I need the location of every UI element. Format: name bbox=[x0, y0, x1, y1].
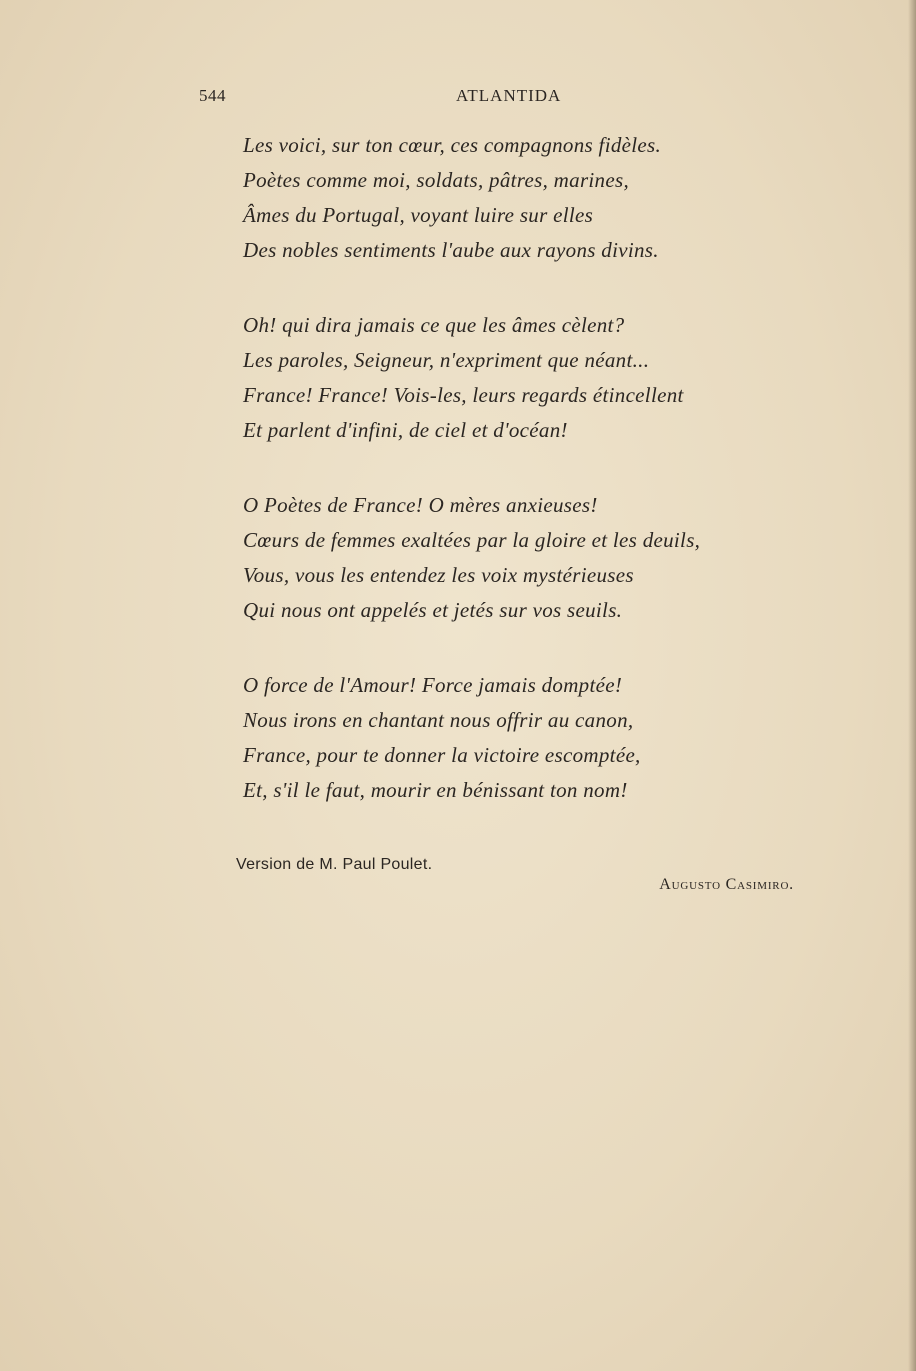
verse-line: Nous irons en chantant nous offrir au canon, bbox=[243, 708, 634, 732]
verse-line: Et, s'il le faut, mourir en bénissant ton nom! bbox=[243, 778, 628, 802]
poem bbox=[243, 128, 863, 848]
verse-line: Oh! qui dira jamais ce que les âmes cèlent? bbox=[243, 313, 625, 337]
verse-line: France, pour te donner la victoire escomptée, bbox=[243, 743, 641, 767]
verse-line: Poètes comme moi, soldats, pâtres, marines, bbox=[243, 168, 629, 192]
verse-line: Qui nous ont appelés et jetés sur vos seuils. bbox=[243, 598, 623, 622]
verse-line: Vous, vous les entendez les voix mystérieuses bbox=[243, 563, 634, 587]
verse-line: Âmes du Portugal, voyant luire sur elles bbox=[243, 203, 594, 227]
verse-line: Des nobles sentiments l'aube aux rayons divins. bbox=[243, 238, 659, 262]
stanza-2 bbox=[243, 308, 863, 448]
verse-line: Et parlent d'infini, de ciel et d'océan! bbox=[243, 418, 568, 442]
stanza-4 bbox=[243, 668, 863, 808]
page-number: 544 bbox=[199, 86, 226, 105]
verse-line: Cœurs de femmes exaltées par la gloire et les deuils, bbox=[243, 528, 701, 552]
stanza-1 bbox=[243, 128, 863, 268]
translator-note: Version de M. Paul Poulet. bbox=[236, 856, 433, 873]
running-title: ATLANTIDA bbox=[456, 86, 562, 105]
verse-line: O Poètes de France! O mères anxieuses! bbox=[243, 493, 598, 517]
page-header bbox=[0, 84, 916, 110]
page-edge-shadow bbox=[908, 0, 916, 1371]
stanza-3 bbox=[243, 488, 863, 628]
verse-line: Les voici, sur ton cœur, ces compagnons fidèles. bbox=[243, 133, 662, 157]
verse-line: O force de l'Amour! Force jamais domptée! bbox=[243, 673, 623, 697]
verse-line: Les paroles, Seigneur, n'expriment que néant... bbox=[243, 348, 650, 372]
verse-line: France! France! Vois-les, leurs regards étincellent bbox=[243, 383, 684, 407]
author-signature: Augusto Casimiro. bbox=[659, 876, 794, 893]
